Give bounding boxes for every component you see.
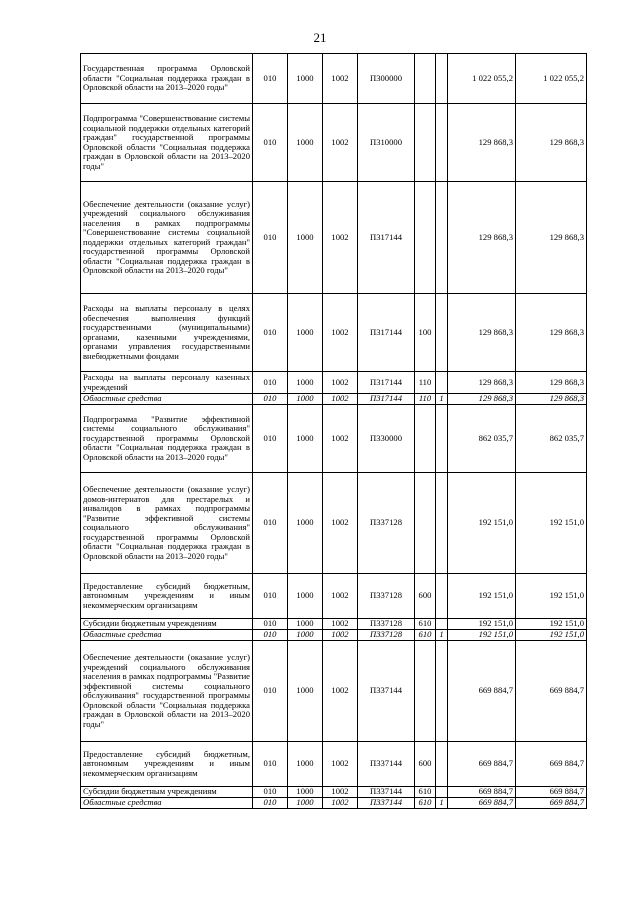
table-row bbox=[81, 742, 587, 787]
code-target-item: П310000 bbox=[358, 104, 415, 182]
code-source: 1 bbox=[436, 630, 448, 641]
code-expense-type: 610 bbox=[415, 798, 436, 809]
code-source bbox=[436, 473, 448, 574]
page-number: 21 bbox=[313, 30, 327, 45]
code-subsection: 1002 bbox=[323, 630, 358, 641]
code-expense-type: 600 bbox=[415, 742, 436, 787]
table-row bbox=[81, 104, 587, 182]
code-expense-type bbox=[415, 104, 436, 182]
code-expense-type bbox=[415, 182, 436, 294]
code-section: 1000 bbox=[288, 104, 323, 182]
amount-col1: 192 151,0 bbox=[448, 574, 516, 619]
code-ministry: 010 bbox=[253, 473, 288, 574]
row-description: Подпрограмма "Совершенствование системы социальной поддержки отдельных категорий граждан" государственной программы Орловской области "Социальная поддержка граждан в Орловской области на 2013–2020 годы" bbox=[81, 104, 253, 182]
code-source bbox=[436, 54, 448, 104]
code-target-item: П317144 bbox=[358, 182, 415, 294]
code-source bbox=[436, 574, 448, 619]
code-source bbox=[436, 405, 448, 473]
amount-col2: 669 884,7 bbox=[516, 787, 587, 798]
code-subsection: 1002 bbox=[323, 372, 358, 394]
amount-col1: 669 884,7 bbox=[448, 787, 516, 798]
amount-col2: 192 151,0 bbox=[516, 473, 587, 574]
code-source bbox=[436, 742, 448, 787]
amount-col1: 129 868,3 bbox=[448, 182, 516, 294]
amount-col1: 129 868,3 bbox=[448, 372, 516, 394]
code-source: 1 bbox=[436, 394, 448, 405]
code-ministry: 010 bbox=[253, 394, 288, 405]
code-target-item: П300000 bbox=[358, 54, 415, 104]
row-description: Предоставление субсидий бюджетным, автономным учреждениям и иным некоммерческим организациям bbox=[81, 574, 253, 619]
code-subsection: 1002 bbox=[323, 742, 358, 787]
code-ministry: 010 bbox=[253, 182, 288, 294]
code-expense-type bbox=[415, 405, 436, 473]
row-description: Субсидии бюджетным учреждениям bbox=[81, 787, 253, 798]
code-section: 1000 bbox=[288, 473, 323, 574]
table-row bbox=[81, 182, 587, 294]
row-description: Расходы на выплаты персоналу казенных учреждений bbox=[81, 372, 253, 394]
code-ministry: 010 bbox=[253, 372, 288, 394]
code-ministry: 010 bbox=[253, 405, 288, 473]
table-row bbox=[81, 798, 587, 809]
amount-col1: 129 868,3 bbox=[448, 104, 516, 182]
row-description: Субсидии бюджетным учреждениям bbox=[81, 619, 253, 630]
row-description: Государственная программа Орловской области "Социальная поддержка граждан в Орловской области на 2013–2020 годы" bbox=[81, 54, 253, 104]
code-subsection: 1002 bbox=[323, 394, 358, 405]
table-row bbox=[81, 54, 587, 104]
amount-col2: 192 151,0 bbox=[516, 630, 587, 641]
amount-col1: 192 151,0 bbox=[448, 619, 516, 630]
code-source bbox=[436, 619, 448, 630]
code-section: 1000 bbox=[288, 182, 323, 294]
row-description: Областные средства bbox=[81, 798, 253, 809]
amount-col2: 862 035,7 bbox=[516, 405, 587, 473]
row-description: Предоставление субсидий бюджетным, автономным учреждениям и иным некоммерческим организациям bbox=[81, 742, 253, 787]
code-section: 1000 bbox=[288, 405, 323, 473]
budget-table bbox=[80, 53, 587, 809]
row-description: Областные средства bbox=[81, 394, 253, 405]
amount-col2: 192 151,0 bbox=[516, 619, 587, 630]
code-target-item: П317144 bbox=[358, 294, 415, 372]
code-subsection: 1002 bbox=[323, 641, 358, 742]
code-section: 1000 bbox=[288, 372, 323, 394]
amount-col1: 129 868,3 bbox=[448, 294, 516, 372]
amount-col2: 129 868,3 bbox=[516, 182, 587, 294]
row-description: Расходы на выплаты персоналу в целях обеспечения выполнения функций государственными (муниципальными) органами, казенными учреждениями, органами управления государственными внебюджетными фондами bbox=[81, 294, 253, 372]
table-row bbox=[81, 574, 587, 619]
code-subsection: 1002 bbox=[323, 54, 358, 104]
code-target-item: П337144 bbox=[358, 641, 415, 742]
code-ministry: 010 bbox=[253, 787, 288, 798]
code-subsection: 1002 bbox=[323, 473, 358, 574]
table-row bbox=[81, 619, 587, 630]
code-source bbox=[436, 787, 448, 798]
table-row bbox=[81, 294, 587, 372]
code-subsection: 1002 bbox=[323, 574, 358, 619]
amount-col1: 192 151,0 bbox=[448, 473, 516, 574]
code-subsection: 1002 bbox=[323, 294, 358, 372]
table-row bbox=[81, 787, 587, 798]
code-target-item: П337144 bbox=[358, 742, 415, 787]
code-source bbox=[436, 182, 448, 294]
budget-table-body bbox=[81, 54, 587, 809]
code-expense-type bbox=[415, 641, 436, 742]
code-target-item: П330000 bbox=[358, 405, 415, 473]
row-description: Обеспечение деятельности (оказание услуг) домов-интернатов для престарелых и инвалидов в рамках подпрограммы "Развитие эффективной системы социального обслуживания" государственной программы Орловской области "Социальная поддержка граждан в Орловской области на 2013–2020 годы" bbox=[81, 473, 253, 574]
code-source bbox=[436, 294, 448, 372]
code-expense-type: 100 bbox=[415, 294, 436, 372]
code-source bbox=[436, 104, 448, 182]
code-ministry: 010 bbox=[253, 294, 288, 372]
code-subsection: 1002 bbox=[323, 787, 358, 798]
code-target-item: П337144 bbox=[358, 798, 415, 809]
code-ministry: 010 bbox=[253, 574, 288, 619]
code-expense-type: 110 bbox=[415, 372, 436, 394]
amount-col2: 192 151,0 bbox=[516, 574, 587, 619]
amount-col2: 1 022 055,2 bbox=[516, 54, 587, 104]
table-row bbox=[81, 630, 587, 641]
amount-col1: 669 884,7 bbox=[448, 798, 516, 809]
code-target-item: П337128 bbox=[358, 630, 415, 641]
code-source bbox=[436, 372, 448, 394]
code-section: 1000 bbox=[288, 54, 323, 104]
amount-col2: 129 868,3 bbox=[516, 104, 587, 182]
code-ministry: 010 bbox=[253, 630, 288, 641]
code-expense-type: 110 bbox=[415, 394, 436, 405]
amount-col2: 669 884,7 bbox=[516, 641, 587, 742]
row-description: Подпрограмма "Развитие эффективной системы социального обслуживания" государственной программы Орловской области "Социальная поддержка граждан в Орловской области на 2013–2020 годы" bbox=[81, 405, 253, 473]
code-expense-type: 610 bbox=[415, 630, 436, 641]
code-ministry: 010 bbox=[253, 619, 288, 630]
row-description: Обеспечение деятельности (оказание услуг) учреждений социального обслуживания населения в рамках подпрограммы "Совершенствование системы социальной поддержки отдельных категорий граждан" государственной программы Орловской области "Социальная поддержка граждан в Орловской области на 2013–2020 годы" bbox=[81, 182, 253, 294]
amount-col2: 129 868,3 bbox=[516, 294, 587, 372]
amount-col2: 669 884,7 bbox=[516, 798, 587, 809]
code-ministry: 010 bbox=[253, 641, 288, 742]
code-expense-type bbox=[415, 54, 436, 104]
row-description: Областные средства bbox=[81, 630, 253, 641]
code-section: 1000 bbox=[288, 294, 323, 372]
code-target-item: П337128 bbox=[358, 619, 415, 630]
code-subsection: 1002 bbox=[323, 182, 358, 294]
code-section: 1000 bbox=[288, 641, 323, 742]
table-row bbox=[81, 372, 587, 394]
amount-col1: 1 022 055,2 bbox=[448, 54, 516, 104]
code-ministry: 010 bbox=[253, 742, 288, 787]
code-section: 1000 bbox=[288, 742, 323, 787]
table-row bbox=[81, 641, 587, 742]
amount-col1: 669 884,7 bbox=[448, 641, 516, 742]
code-source: 1 bbox=[436, 798, 448, 809]
amount-col1: 129 868,3 bbox=[448, 394, 516, 405]
code-expense-type: 610 bbox=[415, 787, 436, 798]
code-subsection: 1002 bbox=[323, 104, 358, 182]
code-expense-type bbox=[415, 473, 436, 574]
table-row bbox=[81, 473, 587, 574]
code-ministry: 010 bbox=[253, 104, 288, 182]
amount-col2: 129 868,3 bbox=[516, 372, 587, 394]
code-ministry: 010 bbox=[253, 54, 288, 104]
code-subsection: 1002 bbox=[323, 798, 358, 809]
table-row bbox=[81, 405, 587, 473]
code-subsection: 1002 bbox=[323, 619, 358, 630]
code-ministry: 010 bbox=[253, 798, 288, 809]
amount-col1: 862 035,7 bbox=[448, 405, 516, 473]
code-expense-type: 600 bbox=[415, 574, 436, 619]
code-target-item: П337144 bbox=[358, 787, 415, 798]
code-section: 1000 bbox=[288, 394, 323, 405]
code-section: 1000 bbox=[288, 630, 323, 641]
code-section: 1000 bbox=[288, 798, 323, 809]
amount-col1: 669 884,7 bbox=[448, 742, 516, 787]
code-section: 1000 bbox=[288, 787, 323, 798]
code-target-item: П337128 bbox=[358, 473, 415, 574]
code-source bbox=[436, 641, 448, 742]
amount-col2: 129 868,3 bbox=[516, 394, 587, 405]
code-section: 1000 bbox=[288, 574, 323, 619]
code-target-item: П337128 bbox=[358, 574, 415, 619]
amount-col2: 669 884,7 bbox=[516, 742, 587, 787]
code-target-item: П317144 bbox=[358, 394, 415, 405]
amount-col1: 192 151,0 bbox=[448, 630, 516, 641]
code-expense-type: 610 bbox=[415, 619, 436, 630]
code-subsection: 1002 bbox=[323, 405, 358, 473]
code-section: 1000 bbox=[288, 619, 323, 630]
row-description: Обеспечение деятельности (оказание услуг) учреждений социального обслуживания населения в рамках подпрограммы "Развитие эффективной системы социального обслуживания" государственной программы Орловской области "Социальная поддержка граждан в Орловской области на 2013–2020 годы" bbox=[81, 641, 253, 742]
table-row bbox=[81, 394, 587, 405]
code-target-item: П317144 bbox=[358, 372, 415, 394]
